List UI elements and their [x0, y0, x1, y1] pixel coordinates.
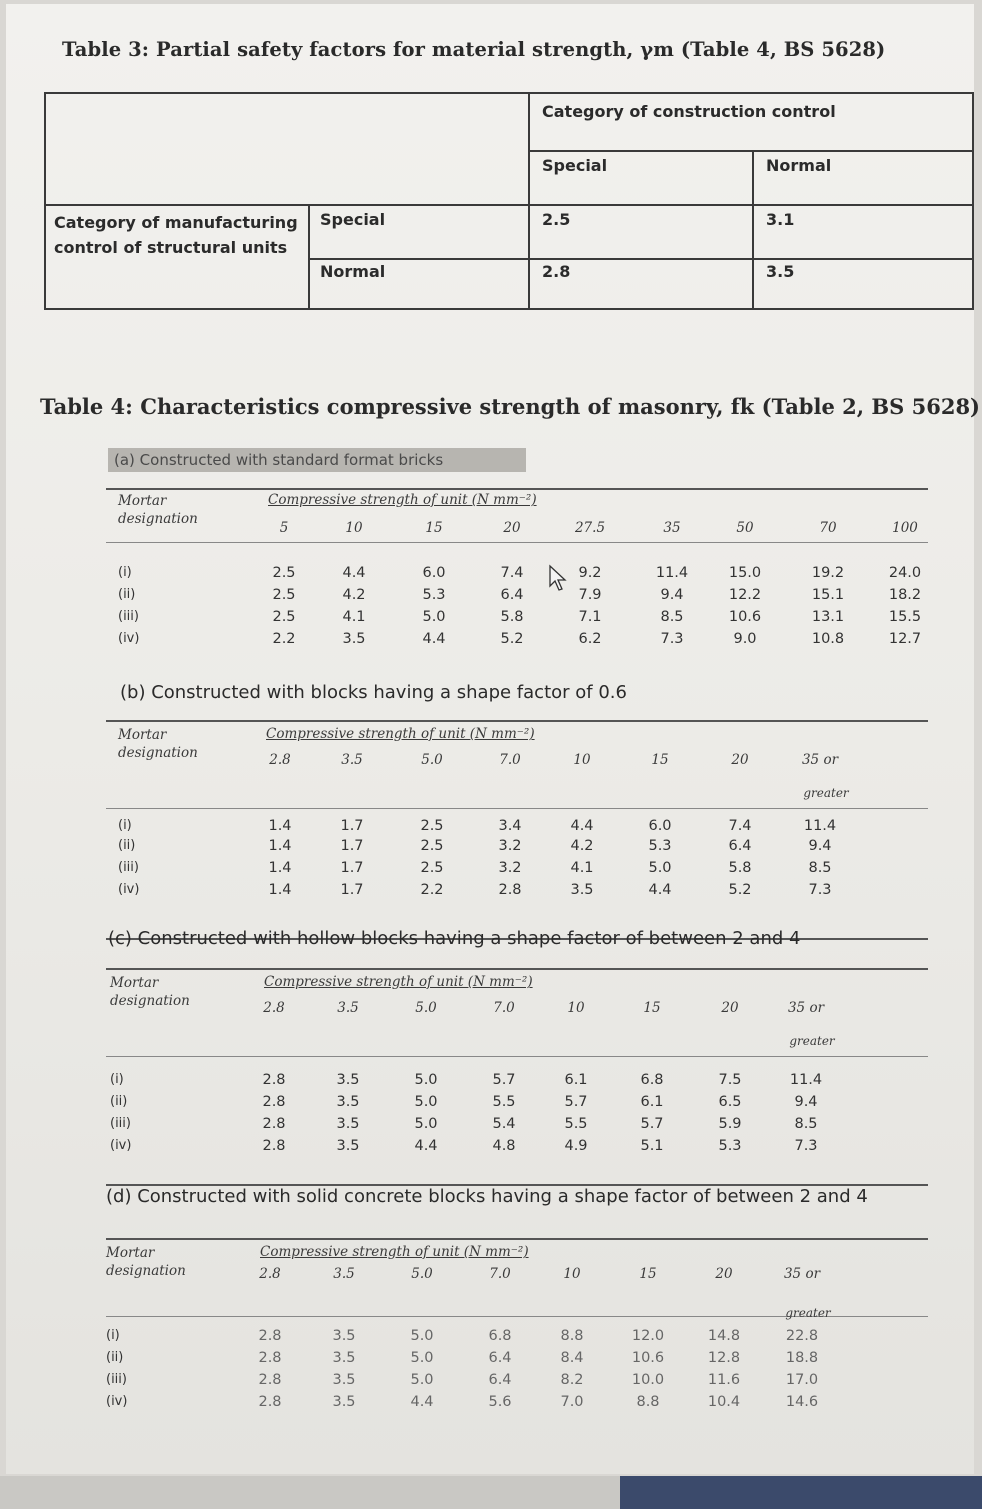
table-cell: 2.8: [262, 1138, 286, 1154]
table-cell: 15.1: [811, 587, 845, 603]
strength-column-header: 7.0: [493, 1000, 515, 1016]
table-cell: 5.8: [500, 609, 524, 625]
table-cell: 4.4: [648, 882, 672, 898]
table-cell: 1.7: [340, 838, 364, 854]
strength-column-header: 15: [643, 1000, 661, 1016]
table-cell: 18.2: [888, 587, 922, 603]
strength-column-header: 15: [425, 520, 443, 536]
strength-column-header: 50: [736, 520, 754, 536]
table-cell: 5.0: [410, 1328, 434, 1344]
table-cell: 2.5: [420, 838, 444, 854]
table-cell: 9.2: [578, 565, 602, 581]
mortar-designation: (iv): [118, 882, 140, 897]
mortar-designation: (i): [118, 565, 132, 580]
section-title: (b) Constructed with blocks having a shape factor of 0.6: [120, 682, 627, 703]
table-cell: 2.8: [258, 1372, 282, 1388]
table-cell: 5.5: [492, 1094, 516, 1110]
table-cell: 4.1: [342, 609, 366, 625]
table-cell: 7.4: [728, 818, 752, 834]
table-cell: 5.1: [640, 1138, 664, 1154]
table-cell: 8.2: [560, 1372, 584, 1388]
table-cell: 2.5: [420, 818, 444, 834]
value-normal-normal: 3.5: [766, 262, 795, 281]
mortar-designation: (i): [118, 818, 132, 833]
section-title: (d) Constructed with solid concrete blocks having a shape factor of between 2 and 4: [106, 1186, 868, 1207]
table-cell: 7.0: [560, 1394, 584, 1410]
table3-title: Table 3: Partial safety factors for material strength, γm (Table 4, BS 5628): [62, 38, 886, 61]
strength-column-header: 15: [651, 752, 669, 768]
table-cell: 6.8: [488, 1328, 512, 1344]
table-cell: 9.0: [733, 631, 757, 647]
mortar-designation: (iv): [106, 1394, 128, 1409]
table-cell: 5.2: [728, 882, 752, 898]
mortar-designation: (iii): [118, 860, 139, 875]
table-cell: 5.0: [422, 609, 446, 625]
strength-column-header: 20: [503, 520, 521, 536]
table-cell: 17.0: [785, 1372, 819, 1388]
strength-column-header: 2.8: [263, 1000, 285, 1016]
table3: [44, 92, 974, 310]
section-top-rule: [106, 968, 928, 970]
table-cell: 3.5: [336, 1094, 360, 1110]
mouse-cursor-icon: [548, 564, 572, 592]
mortar-designation-label: Mortar designation: [118, 727, 198, 761]
table-cell: 1.7: [340, 860, 364, 876]
table-cell: 2.5: [272, 609, 296, 625]
table-cell: 2.8: [262, 1116, 286, 1132]
strength-column-header: 20: [715, 1266, 733, 1282]
strength-column-header: 7.0: [489, 1266, 511, 1282]
table-cell: 6.4: [728, 838, 752, 854]
table-cell: 4.4: [570, 818, 594, 834]
table-cell: 8.4: [560, 1350, 584, 1366]
table-cell: 4.4: [342, 565, 366, 581]
table-cell: 4.2: [570, 838, 594, 854]
table-cell: 12.0: [631, 1328, 665, 1344]
table-cell: 7.4: [500, 565, 524, 581]
strength-column-header-extra: greater: [803, 786, 849, 800]
table-cell: 12.7: [888, 631, 922, 647]
table-cell: 2.8: [262, 1072, 286, 1088]
strength-column-header: 5.0: [411, 1266, 433, 1282]
table-cell: 1.7: [340, 882, 364, 898]
table-cell: 5.0: [414, 1072, 438, 1088]
strength-column-header: 3.5: [333, 1266, 355, 1282]
strength-column-header: 10: [573, 752, 591, 768]
compressive-strength-label: Compressive strength of unit (N mm⁻²): [260, 1244, 529, 1260]
mortar-designation-label: Mortar designation: [118, 493, 198, 527]
table4-title: Table 4: Characteristics compressive strength of masonry, fk (Table 2, BS 5628): [40, 394, 980, 419]
table-cell: 14.6: [785, 1394, 819, 1410]
table-cell: 3.5: [342, 631, 366, 647]
mortar-designation: (i): [110, 1072, 124, 1087]
mortar-designation: (ii): [118, 838, 136, 853]
table-cell: 5.3: [718, 1138, 742, 1154]
table-cell: 5.8: [728, 860, 752, 876]
strength-column-header: 35 or: [801, 752, 839, 768]
strength-column-header: 15: [639, 1266, 657, 1282]
table-cell: 10.4: [707, 1394, 741, 1410]
table-cell: 5.4: [492, 1116, 516, 1132]
table-cell: 5.0: [410, 1372, 434, 1388]
strength-column-header: 5: [279, 520, 289, 536]
strength-column-header-extra: greater: [789, 1034, 835, 1048]
section-top-rule: [106, 1238, 928, 1240]
table-cell: 6.4: [500, 587, 524, 603]
table-cell: 6.4: [488, 1350, 512, 1366]
value-special-special: 2.5: [542, 210, 571, 229]
table-cell: 1.4: [268, 818, 292, 834]
value-normal-special: 2.8: [542, 262, 571, 281]
section-a-title: (a) Constructed with standard format bricks: [108, 448, 526, 472]
mortar-designation: (ii): [106, 1350, 124, 1365]
strength-column-header-extra: greater: [785, 1306, 831, 1320]
table-cell: 2.5: [272, 565, 296, 581]
section-header-rule: [106, 542, 928, 543]
table-cell: 3.4: [498, 818, 522, 834]
table-cell: 8.5: [794, 1116, 818, 1132]
table-cell: 7.3: [808, 882, 832, 898]
table-cell: 6.0: [422, 565, 446, 581]
table-cell: 3.5: [570, 882, 594, 898]
value-special-normal: 3.1: [766, 210, 795, 229]
strength-column-header: 10: [345, 520, 363, 536]
strength-column-header: 3.5: [337, 1000, 359, 1016]
table-cell: 2.8: [258, 1394, 282, 1410]
section-top-rule: [106, 488, 928, 490]
table-cell: 2.2: [420, 882, 444, 898]
table-cell: 8.5: [660, 609, 684, 625]
table-cell: 5.9: [718, 1116, 742, 1132]
col-normal-header: Normal: [766, 156, 832, 175]
table-cell: 5.0: [648, 860, 672, 876]
table-cell: 6.2: [578, 631, 602, 647]
table-cell: 7.9: [578, 587, 602, 603]
strength-column-header: 10: [567, 1000, 585, 1016]
table-cell: 10.8: [811, 631, 845, 647]
table-cell: 6.5: [718, 1094, 742, 1110]
table-cell: 2.5: [420, 860, 444, 876]
table-cell: 2.2: [272, 631, 296, 647]
table-cell: 5.7: [564, 1094, 588, 1110]
mortar-designation-label: Mortar designation: [106, 1245, 186, 1279]
section-title: (c) Constructed with hollow blocks having a shape factor of between 2 and 4: [108, 928, 801, 949]
table-cell: 13.1: [811, 609, 845, 625]
strength-column-header: 20: [721, 1000, 739, 1016]
section-header-rule: [106, 1056, 928, 1057]
table-cell: 18.8: [785, 1350, 819, 1366]
table-cell: 7.5: [718, 1072, 742, 1088]
table-cell: 1.4: [268, 882, 292, 898]
table-cell: 6.8: [640, 1072, 664, 1088]
table-cell: 6.4: [488, 1372, 512, 1388]
section-top-rule: [106, 720, 928, 722]
mortar-designation: (iii): [118, 609, 139, 624]
row-normal-label: Normal: [320, 262, 386, 281]
table-cell: 12.8: [707, 1350, 741, 1366]
table-cell: 10.6: [728, 609, 762, 625]
table-cell: 9.4: [808, 838, 832, 854]
table-cell: 4.4: [422, 631, 446, 647]
table-cell: 7.3: [794, 1138, 818, 1154]
table-cell: 5.2: [500, 631, 524, 647]
table-cell: 4.9: [564, 1138, 588, 1154]
col-special-header: Special: [542, 156, 608, 175]
table-cell: 1.4: [268, 838, 292, 854]
table-cell: 12.2: [728, 587, 762, 603]
strength-column-header: 27.5: [574, 520, 606, 536]
mortar-designation: (iii): [110, 1116, 131, 1131]
mortar-designation: (iv): [118, 631, 140, 646]
table-cell: 1.7: [340, 818, 364, 834]
table-cell: 7.3: [660, 631, 684, 647]
bottom-strip: [0, 1476, 982, 1509]
table-cell: 8.8: [636, 1394, 660, 1410]
table-cell: 3.5: [336, 1072, 360, 1088]
table-cell: 3.2: [498, 860, 522, 876]
strength-column-header: 2.8: [269, 752, 291, 768]
table-cell: 3.5: [332, 1328, 356, 1344]
table-cell: 5.5: [564, 1116, 588, 1132]
table-cell: 2.8: [258, 1328, 282, 1344]
strength-column-header: 35 or: [783, 1266, 821, 1282]
compressive-strength-label: Compressive strength of unit (N mm⁻²): [266, 726, 535, 742]
table-cell: 15.5: [888, 609, 922, 625]
table-cell: 5.3: [422, 587, 446, 603]
strength-column-header: 7.0: [499, 752, 521, 768]
table-cell: 7.1: [578, 609, 602, 625]
table-cell: 11.4: [789, 1072, 823, 1088]
table-cell: 10.0: [631, 1372, 665, 1388]
strength-column-header: 100: [892, 520, 918, 536]
table-cell: 5.0: [414, 1094, 438, 1110]
construction-control-header: Category of construction control: [542, 102, 836, 121]
strength-column-header: 10: [563, 1266, 581, 1282]
table-cell: 3.5: [332, 1350, 356, 1366]
table-cell: 2.5: [272, 587, 296, 603]
table-cell: 11.6: [707, 1372, 741, 1388]
table-cell: 5.7: [640, 1116, 664, 1132]
table-cell: 8.5: [808, 860, 832, 876]
table-cell: 2.8: [258, 1350, 282, 1366]
mortar-designation: (i): [106, 1328, 120, 1343]
mortar-designation-label: Mortar designation: [110, 975, 190, 1009]
table-cell: 8.8: [560, 1328, 584, 1344]
table-cell: 6.1: [640, 1094, 664, 1110]
table-cell: 4.8: [492, 1138, 516, 1154]
table-cell: 19.2: [811, 565, 845, 581]
strength-column-header: 20: [731, 752, 749, 768]
table-cell: 14.8: [707, 1328, 741, 1344]
strength-column-header: 35: [663, 520, 681, 536]
table-cell: 5.0: [414, 1116, 438, 1132]
table-cell: 3.5: [336, 1116, 360, 1132]
table-cell: 10.6: [631, 1350, 665, 1366]
table-cell: 4.4: [410, 1394, 434, 1410]
table-cell: 5.7: [492, 1072, 516, 1088]
table-cell: 2.8: [262, 1094, 286, 1110]
strength-column-header: 35 or: [787, 1000, 825, 1016]
table-cell: 9.4: [660, 587, 684, 603]
table-cell: 22.8: [785, 1328, 819, 1344]
table-cell: 3.5: [332, 1394, 356, 1410]
strength-column-header: 70: [819, 520, 837, 536]
table-cell: 2.8: [498, 882, 522, 898]
table-cell: 11.4: [655, 565, 689, 581]
table-cell: 4.1: [570, 860, 594, 876]
table-cell: 4.4: [414, 1138, 438, 1154]
strength-column-header: 5.0: [415, 1000, 437, 1016]
mortar-designation: (ii): [118, 587, 136, 602]
strength-column-header: 5.0: [421, 752, 443, 768]
table-cell: 11.4: [803, 818, 837, 834]
strength-column-header: 2.8: [259, 1266, 281, 1282]
row-special-label: Special: [320, 210, 386, 229]
table-cell: 3.2: [498, 838, 522, 854]
table-cell: 9.4: [794, 1094, 818, 1110]
table-cell: 15.0: [728, 565, 762, 581]
table-cell: 24.0: [888, 565, 922, 581]
table-cell: 6.1: [564, 1072, 588, 1088]
table-cell: 5.6: [488, 1394, 512, 1410]
table-cell: 3.5: [332, 1372, 356, 1388]
table-cell: 1.4: [268, 860, 292, 876]
table-cell: 5.3: [648, 838, 672, 854]
strength-column-header: 3.5: [341, 752, 363, 768]
mortar-designation: (iii): [106, 1372, 127, 1387]
mortar-designation: (ii): [110, 1094, 128, 1109]
mortar-designation: (iv): [110, 1138, 132, 1153]
table-cell: 3.5: [336, 1138, 360, 1154]
table-cell: 6.0: [648, 818, 672, 834]
compressive-strength-label: Compressive strength of unit (N mm⁻²): [268, 492, 537, 508]
table-cell: 4.2: [342, 587, 366, 603]
compressive-strength-label: Compressive strength of unit (N mm⁻²): [264, 974, 533, 990]
manufacturing-control-label: Category of manufacturing control of structural units: [54, 213, 298, 257]
table-cell: 5.0: [410, 1350, 434, 1366]
section-header-rule: [106, 808, 928, 809]
